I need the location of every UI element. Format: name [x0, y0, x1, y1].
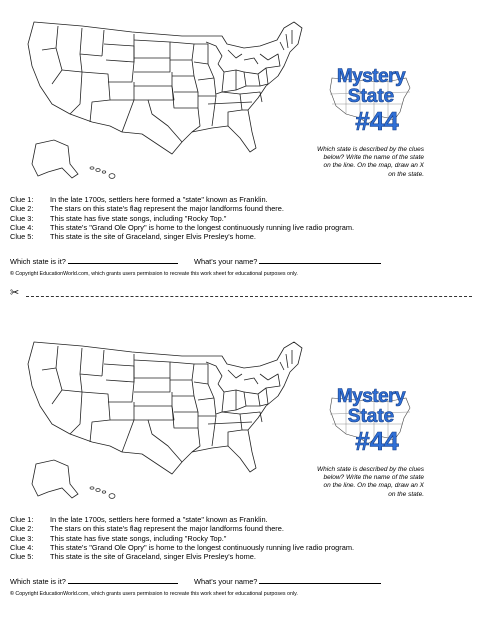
clue-4: Clue 4: This state's "Grand Ole Opry" is home to the longest continuously running live radio program. — [10, 222, 355, 232]
badge-number: #44 — [355, 106, 399, 136]
worksheet-bottom — [0, 320, 480, 610]
badge-title-mystery: Mystery — [336, 66, 406, 87]
state-answer-blank[interactable] — [68, 576, 178, 584]
clue-list — [10, 195, 440, 241]
copyright-symbol: © — [10, 271, 14, 277]
worksheet-top — [0, 0, 480, 299]
name-prompt: What's your name? — [193, 257, 258, 266]
name-answer-blank[interactable] — [259, 256, 381, 264]
instructions: Which state is described by the clues below? Write the name of the state on the line. On the map, draw an X on the state. — [317, 466, 424, 498]
copyright-notice: © Copyright EducationWorld.com, which grants users permission to recreate this work sheet for educational purposes only. — [10, 271, 298, 277]
clue-3: Clue 3: This state has five state songs, including "Rocky Top." — [10, 213, 227, 223]
clue-1: Clue 1: In the late 1700s, settlers here formed a "state" known as Franklin. — [10, 195, 268, 204]
answer-row — [10, 576, 450, 586]
mystery-state-badge — [326, 384, 416, 464]
clue-4: Clue 4: This state's "Grand Ole Opry" is home to the longest continuously running live radio program. — [10, 542, 355, 552]
name-prompt: What's your name? — [193, 577, 258, 586]
clue-list — [10, 515, 440, 561]
clue-1: Clue 1: In the late 1700s, settlers here formed a "state" known as Franklin. — [10, 515, 268, 524]
badge-title-state: State — [347, 406, 395, 427]
clue-3: Clue 3: This state has five state songs, including "Rocky Top." — [10, 533, 227, 543]
clue-5: Clue 5: This state is the site of Graceland, singer Elvis Presley's home. — [10, 232, 256, 242]
answer-row — [10, 256, 450, 266]
mystery-state-badge — [326, 64, 416, 144]
clue-5: Clue 5: This state is the site of Graceland, singer Elvis Presley's home. — [10, 552, 256, 562]
clue-2: Clue 2: The stars on this state's flag represent the major landforms found there. — [10, 524, 284, 534]
clue-2: Clue 2: The stars on this state's flag represent the major landforms found there. — [10, 204, 284, 214]
answer-prompt: Which state is it? — [10, 577, 66, 586]
copyright-symbol: © — [10, 591, 14, 597]
us-outline-map — [22, 14, 322, 184]
cut-line — [10, 287, 472, 301]
badge-number: #44 — [355, 426, 399, 456]
us-outline-map — [22, 334, 322, 504]
name-answer-blank[interactable] — [259, 576, 381, 584]
state-answer-blank[interactable] — [68, 256, 178, 264]
dashed-divider — [26, 296, 472, 297]
copyright-notice: © Copyright EducationWorld.com, which grants users permission to recreate this work sheet for educational purposes only. — [10, 591, 298, 597]
badge-title-mystery: Mystery — [336, 386, 406, 407]
instructions: Which state is described by the clues below? Write the name of the state on the line. On the map, draw an X on the state. — [317, 146, 424, 178]
badge-title-state: State — [347, 86, 395, 107]
answer-prompt: Which state is it? — [10, 257, 66, 266]
scissors-icon: ✂ — [10, 287, 20, 299]
